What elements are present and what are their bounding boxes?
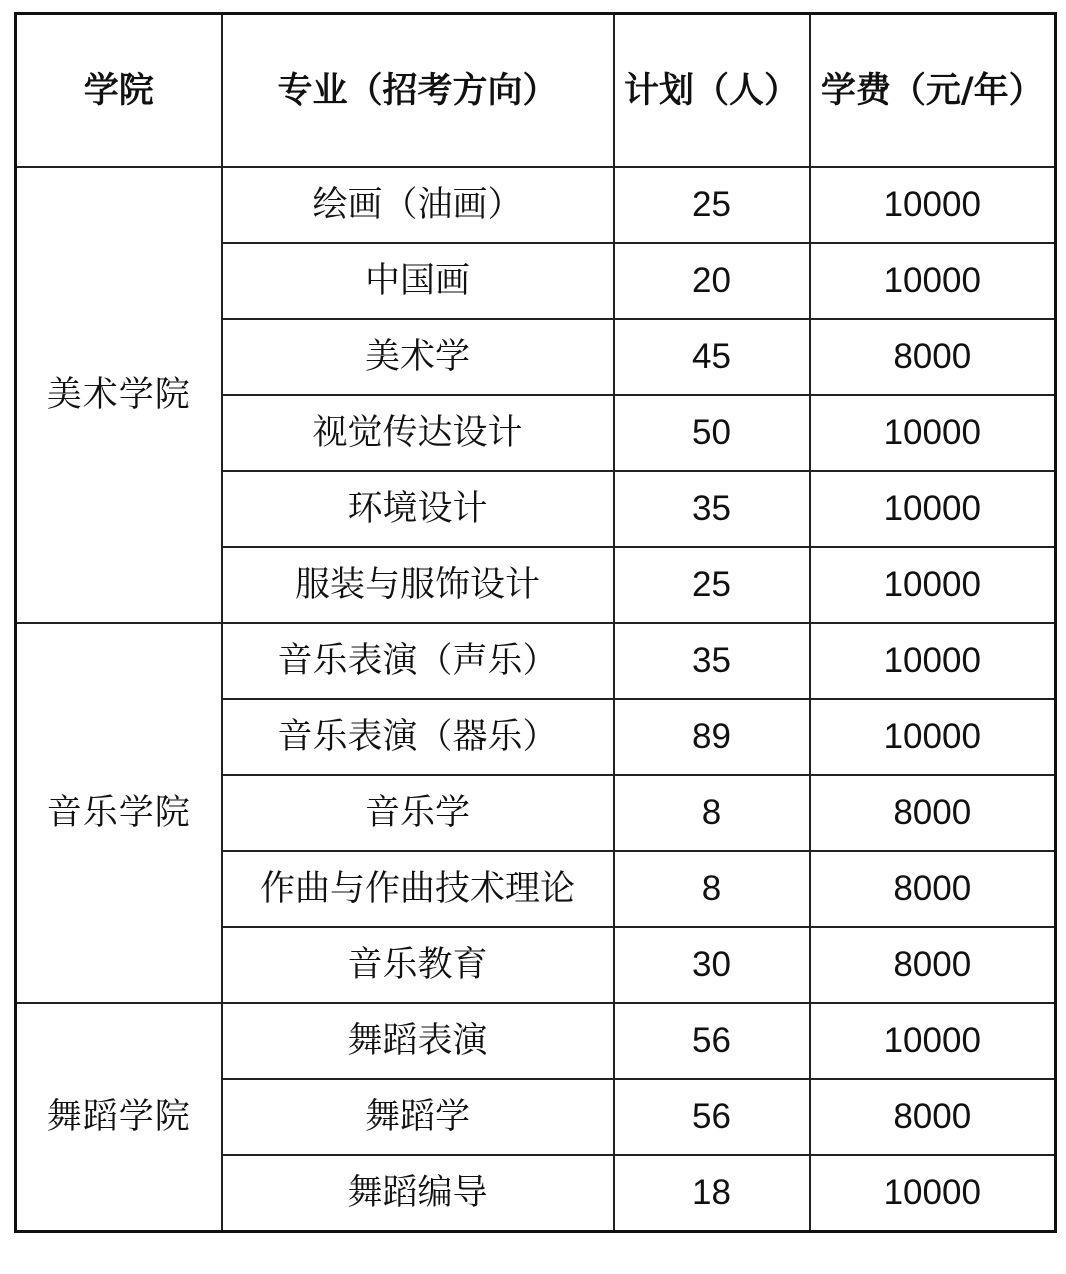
major-cell: 舞蹈编导 [222,1155,614,1232]
major-cell: 绘画（油画） [222,167,614,243]
fee-cell: 8000 [810,851,1056,927]
plan-cell: 8 [614,775,810,851]
fee-cell: 10000 [810,471,1056,547]
table-body [16,167,1056,1232]
header-fee: 学费（元/年） [810,14,1056,168]
college-cell: 音乐学院 [16,623,222,1003]
plan-cell: 56 [614,1079,810,1155]
college-cell: 美术学院 [16,167,222,623]
major-cell: 美术学 [222,319,614,395]
table-row [16,167,1056,243]
fee-cell: 10000 [810,1003,1056,1079]
plan-cell: 30 [614,927,810,1003]
major-cell: 舞蹈学 [222,1079,614,1155]
major-cell: 环境设计 [222,471,614,547]
plan-cell: 89 [614,699,810,775]
plan-cell: 50 [614,395,810,471]
fee-cell: 8000 [810,775,1056,851]
plan-cell: 45 [614,319,810,395]
plan-cell: 8 [614,851,810,927]
major-cell: 音乐表演（器乐） [222,699,614,775]
fee-cell: 10000 [810,243,1056,319]
fee-cell: 10000 [810,167,1056,243]
header-major: 专业（招考方向） [222,14,614,168]
fee-cell: 10000 [810,547,1056,623]
header-college: 学院 [16,14,222,168]
plan-cell: 56 [614,1003,810,1079]
major-cell: 音乐表演（声乐） [222,623,614,699]
major-cell: 作曲与作曲技术理论 [222,851,614,927]
major-cell: 中国画 [222,243,614,319]
admissions-table [14,12,1057,1233]
plan-cell: 35 [614,471,810,547]
header-row [16,14,1056,168]
major-cell: 服装与服饰设计 [222,547,614,623]
major-cell: 音乐学 [222,775,614,851]
plan-cell: 20 [614,243,810,319]
fee-cell: 10000 [810,1155,1056,1232]
plan-cell: 18 [614,1155,810,1232]
fee-cell: 10000 [810,699,1056,775]
plan-cell: 35 [614,623,810,699]
major-cell: 音乐教育 [222,927,614,1003]
fee-cell: 10000 [810,395,1056,471]
plan-cell: 25 [614,167,810,243]
fee-cell: 8000 [810,927,1056,1003]
table-row [16,623,1056,699]
fee-cell: 10000 [810,623,1056,699]
major-cell: 舞蹈表演 [222,1003,614,1079]
plan-cell: 25 [614,547,810,623]
fee-cell: 8000 [810,319,1056,395]
table-row [16,1003,1056,1079]
fee-cell: 8000 [810,1079,1056,1155]
table-header [16,14,1056,168]
header-plan: 计划（人） [614,14,810,168]
college-cell: 舞蹈学院 [16,1003,222,1232]
major-cell: 视觉传达设计 [222,395,614,471]
